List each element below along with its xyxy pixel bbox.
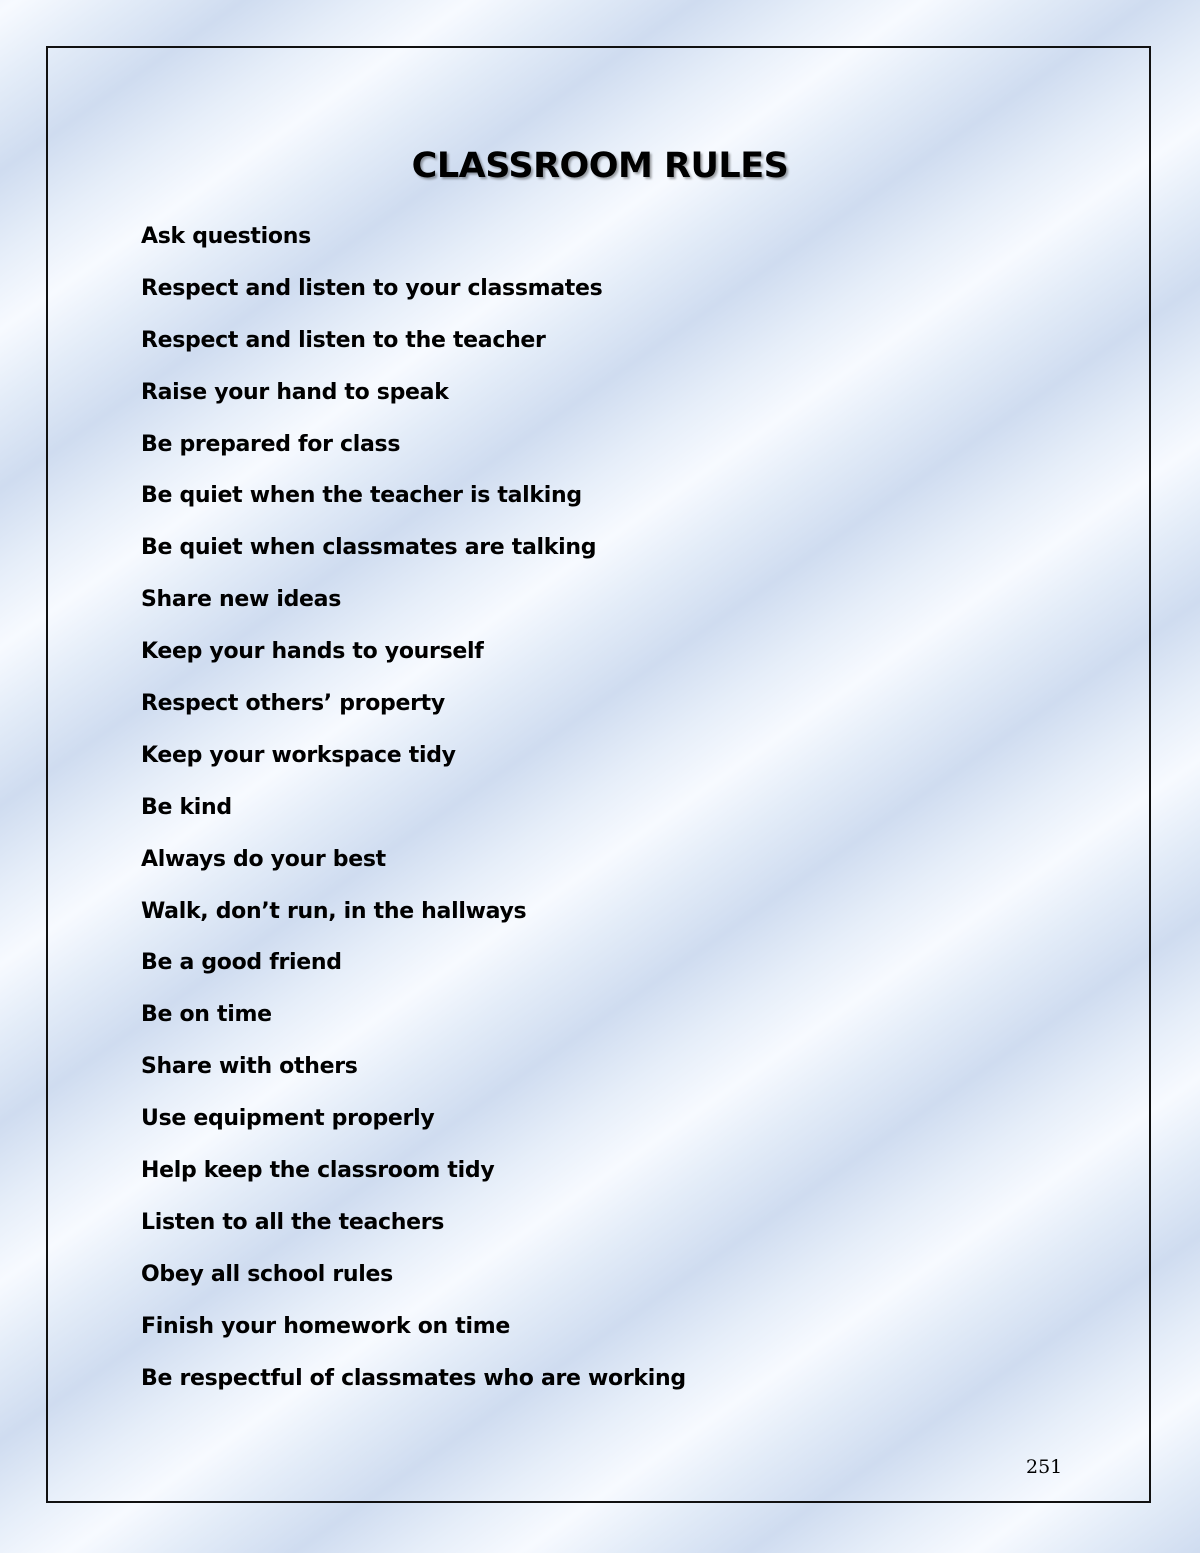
page-title: CLASSROOM RULES	[411, 146, 789, 186]
rule-item: Be kind	[141, 794, 232, 820]
rule-item: Keep your hands to yourself	[141, 639, 484, 665]
rule-item: Help keep the classroom tidy	[141, 1158, 495, 1184]
rule-item: Respect and listen to the teacher	[141, 327, 546, 353]
rule-item: Be a good friend	[141, 950, 342, 976]
rule-item: Walk, don’t run, in the hallways	[141, 898, 527, 924]
rule-item: Be respectful of classmates who are working	[141, 1365, 686, 1391]
rule-item: Obey all school rules	[141, 1261, 393, 1287]
rule-item: Always do your best	[141, 846, 386, 872]
rule-item: Listen to all the teachers	[141, 1209, 445, 1235]
rule-item: Be prepared for class	[141, 431, 401, 457]
rule-item: Ask questions	[141, 224, 311, 249]
rules-list	[141, 217, 686, 1410]
rule-item: Share new ideas	[141, 587, 341, 613]
rule-item: Be quiet when the teacher is talking	[141, 483, 582, 509]
rule-item: Raise your hand to speak	[141, 379, 449, 405]
rule-item: Use equipment properly	[141, 1106, 435, 1132]
rule-item: Respect and listen to your classmates	[141, 275, 603, 301]
rule-item: Respect others’ property	[141, 691, 445, 717]
rule-item: Share with others	[141, 1054, 358, 1080]
rule-item: Finish your homework on time	[141, 1313, 510, 1339]
rule-item: Be quiet when classmates are talking	[141, 535, 597, 561]
page-number: 251	[1026, 1456, 1063, 1478]
rule-item: Keep your workspace tidy	[141, 742, 456, 768]
rule-item: Be on time	[141, 1002, 272, 1028]
